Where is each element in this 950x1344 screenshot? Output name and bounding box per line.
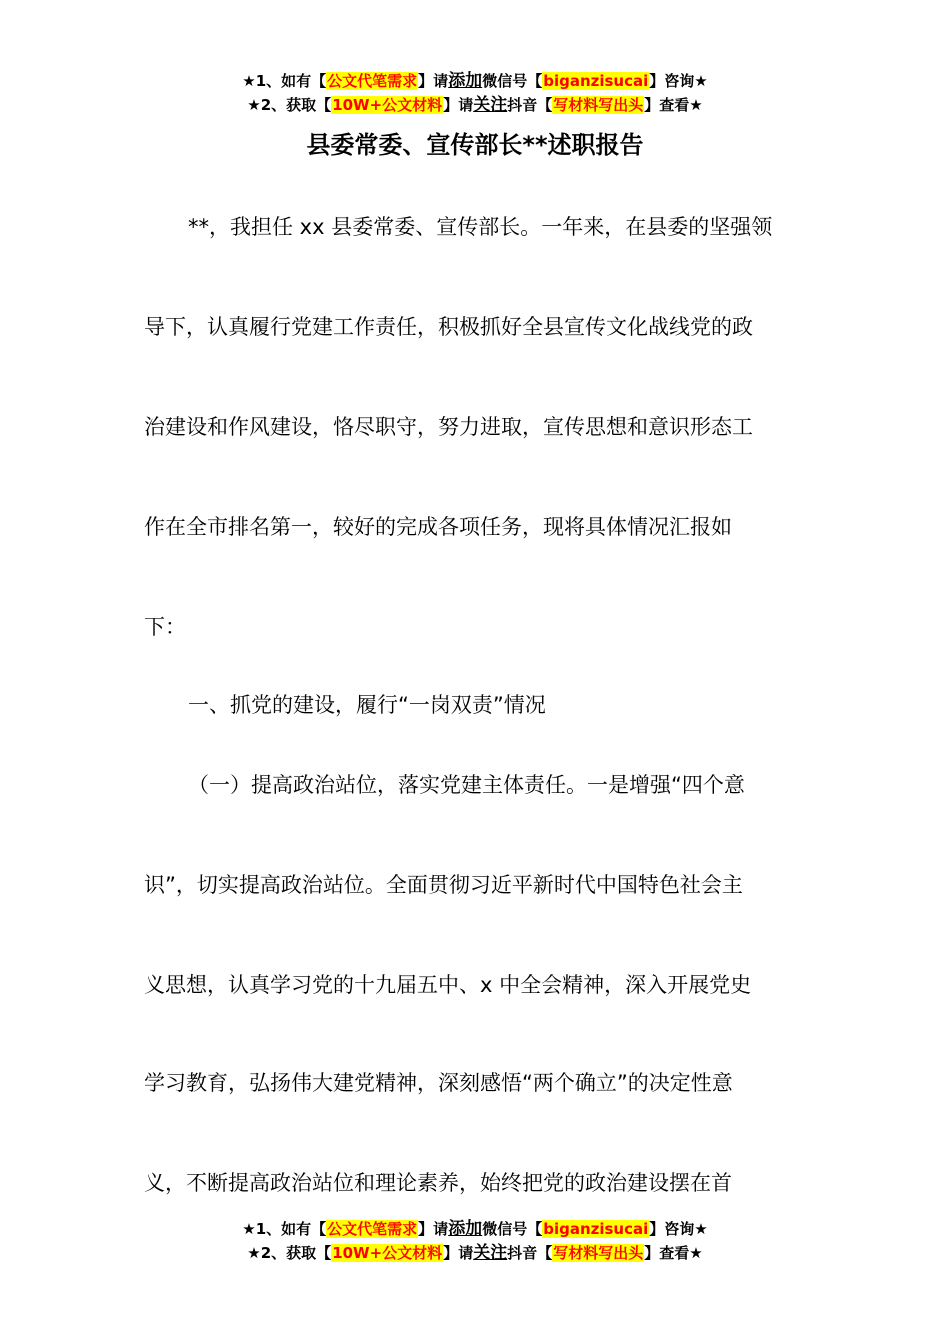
highlight-douyin: 写材料写出头 xyxy=(553,96,644,114)
body-line-4: 作在全市排名第一，较好的完成各项任务，现将具体情况汇报如 xyxy=(144,515,732,539)
banner-emphasis: 添加 xyxy=(448,1219,483,1239)
highlight-douyin: 写材料写出头 xyxy=(553,1244,644,1262)
banner-text: ★2、获取【 xyxy=(247,1244,332,1262)
banner-text: ★2、获取【 xyxy=(247,96,332,114)
banner-text: ★1、如有【 xyxy=(242,1220,327,1238)
banner-text: 】请 xyxy=(443,96,474,114)
document-title: 县委常委、宣传部长**述职报告 xyxy=(306,131,644,159)
banner-text: 】请 xyxy=(418,72,449,90)
banner-text: 】查看★ xyxy=(644,1244,703,1262)
banner-text: 】查看★ xyxy=(644,96,703,114)
body-line-9: 义思想，认真学习党的十九届五中、x 中全会精神，深入开展党史 xyxy=(144,973,752,997)
banner-emphasis: 关注 xyxy=(473,95,508,115)
highlight-materials: 10W+公文材料 xyxy=(332,1244,443,1262)
highlight-wechat-id: biganzisucai xyxy=(543,1220,649,1238)
body-line-5: 下： xyxy=(144,615,186,639)
banner-text: ★1、如有【 xyxy=(242,72,327,90)
body-line-3: 治建设和作风建设，恪尽职守，努力进取，宣传思想和意识形态工 xyxy=(144,415,753,439)
bottom-banner-line-2 xyxy=(0,1242,950,1264)
banner-text: 抖音【 xyxy=(507,96,553,114)
body-line-8: 识”，切实提高政治站位。全面贯彻习近平新时代中国特色社会主 xyxy=(144,873,743,897)
banner-text: 】咨询★ xyxy=(649,1220,708,1238)
banner-text: 抖音【 xyxy=(507,1244,553,1262)
banner-text: 】请 xyxy=(443,1244,474,1262)
banner-emphasis: 关注 xyxy=(473,1243,508,1263)
bottom-banner-line-1 xyxy=(0,1218,950,1240)
banner-text: 】请 xyxy=(418,1220,449,1238)
banner-text: 微信号【 xyxy=(482,1220,543,1238)
body-line-2: 导下，认真履行党建工作责任，积极抓好全县宣传文化战线党的政 xyxy=(144,315,753,339)
body-line-7: （一）提高政治站位，落实党建主体责任。一是增强“四个意 xyxy=(188,773,745,797)
banner-emphasis: 添加 xyxy=(448,71,483,91)
section-heading-1: 一、抓党的建设，履行“一岗双责”情况 xyxy=(188,693,546,717)
top-banner-line-2 xyxy=(0,94,950,116)
banner-text: 】咨询★ xyxy=(649,72,708,90)
highlight-service: 公文代笔需求 xyxy=(327,1220,418,1238)
banner-text: 微信号【 xyxy=(482,72,543,90)
highlight-wechat-id: biganzisucai xyxy=(543,72,649,90)
highlight-materials: 10W+公文材料 xyxy=(332,96,443,114)
body-line-11: 义，不断提高政治站位和理论素养，始终把党的政治建设摆在首 xyxy=(144,1171,732,1195)
highlight-service: 公文代笔需求 xyxy=(327,72,418,90)
body-line-10: 学习教育，弘扬伟大建党精神，深刻感悟“两个确立”的决定性意 xyxy=(144,1071,733,1095)
body-line-1: **，我担任 xx 县委常委、宣传部长。一年来，在县委的坚强领 xyxy=(188,215,773,239)
top-banner-line-1 xyxy=(0,70,950,92)
